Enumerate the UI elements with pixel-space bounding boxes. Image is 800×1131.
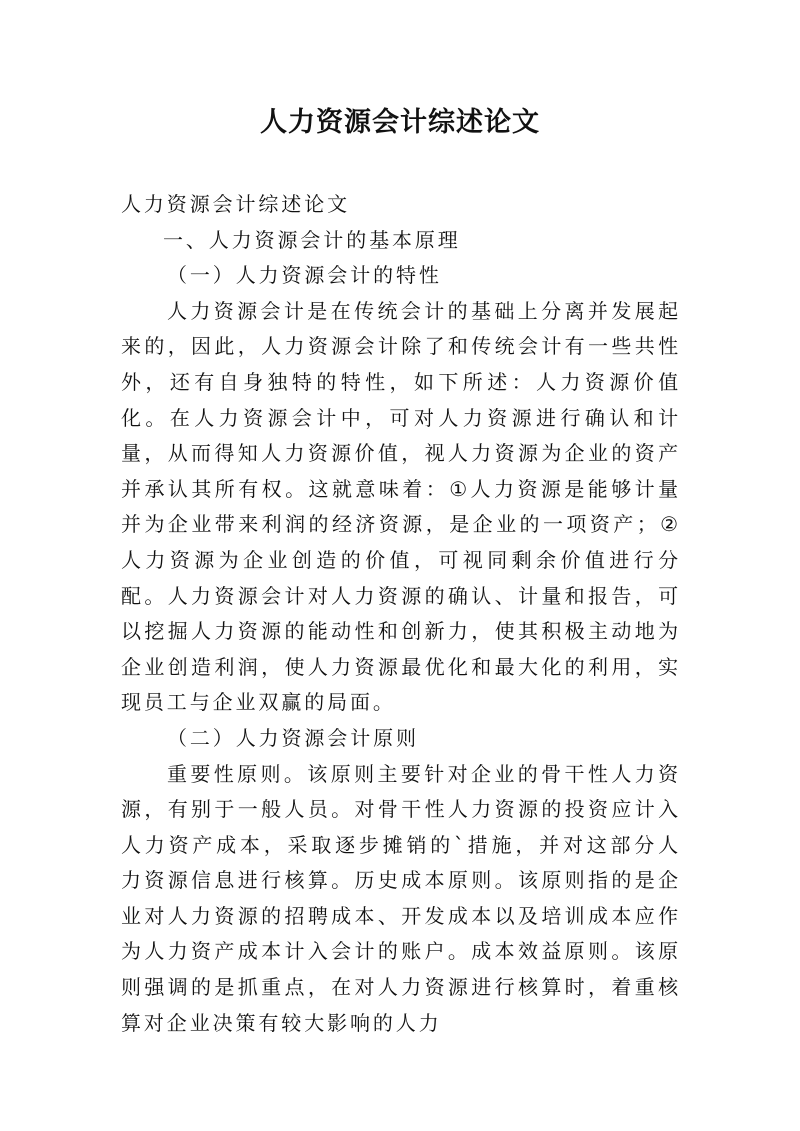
paragraph-2: 重要性原则。该原则主要针对企业的骨干性人力资源，有别于一般人员。对骨干性人力资源的投资应计入人力资产成本，采取逐步摊销的`措施，并对这部分人力资源信息进行核算。历史成本原则。该原则指的是企业对人力资源的招聘成本、开发成本以及培训成本应作为人力资产成本计入会计的账户。成本效益原则。该原则强调的是抓重点，在对人力资源进行核算时，着重核算对企业决策有较大影响的人力 xyxy=(121,761,681,1035)
paragraph-1: 人力资源会计是在传统会计的基础上分离并发展起来的，因此，人力资源会计除了和传统会计有一些共性外，还有自身独特的特性，如下所述：人力资源价值化。在人力资源会计中，可对人力资源进行确认和计量，从而得知人力资源价值，视人力资源为企业的资产并承认其所有权。这就意味着：①人力资源是能够计量并为企业带来利润的经济资源，是企业的一项资产；②人力资源为企业创造的价值，可视同剩余价值进行分配。人力资源会计对人力资源的确认、计量和报告，可以挖掘人力资源的能动性和创新力，使其积极主动地为企业创造利润，使人力资源最优化和最大化的利用，实现员工与企业双赢的局面。 xyxy=(121,298,681,715)
subsection-heading-2: （二）人力资源会计原则 xyxy=(167,725,419,750)
document-title: 人力资源会计综述论文 xyxy=(260,107,540,138)
lead-line: 人力资源会计综述论文 xyxy=(121,192,350,216)
document-body xyxy=(121,187,681,1041)
subsection-heading-1: （一）人力资源会计的特性 xyxy=(167,263,442,288)
section-heading: 一、人力资源会计的基本原理 xyxy=(163,227,461,252)
